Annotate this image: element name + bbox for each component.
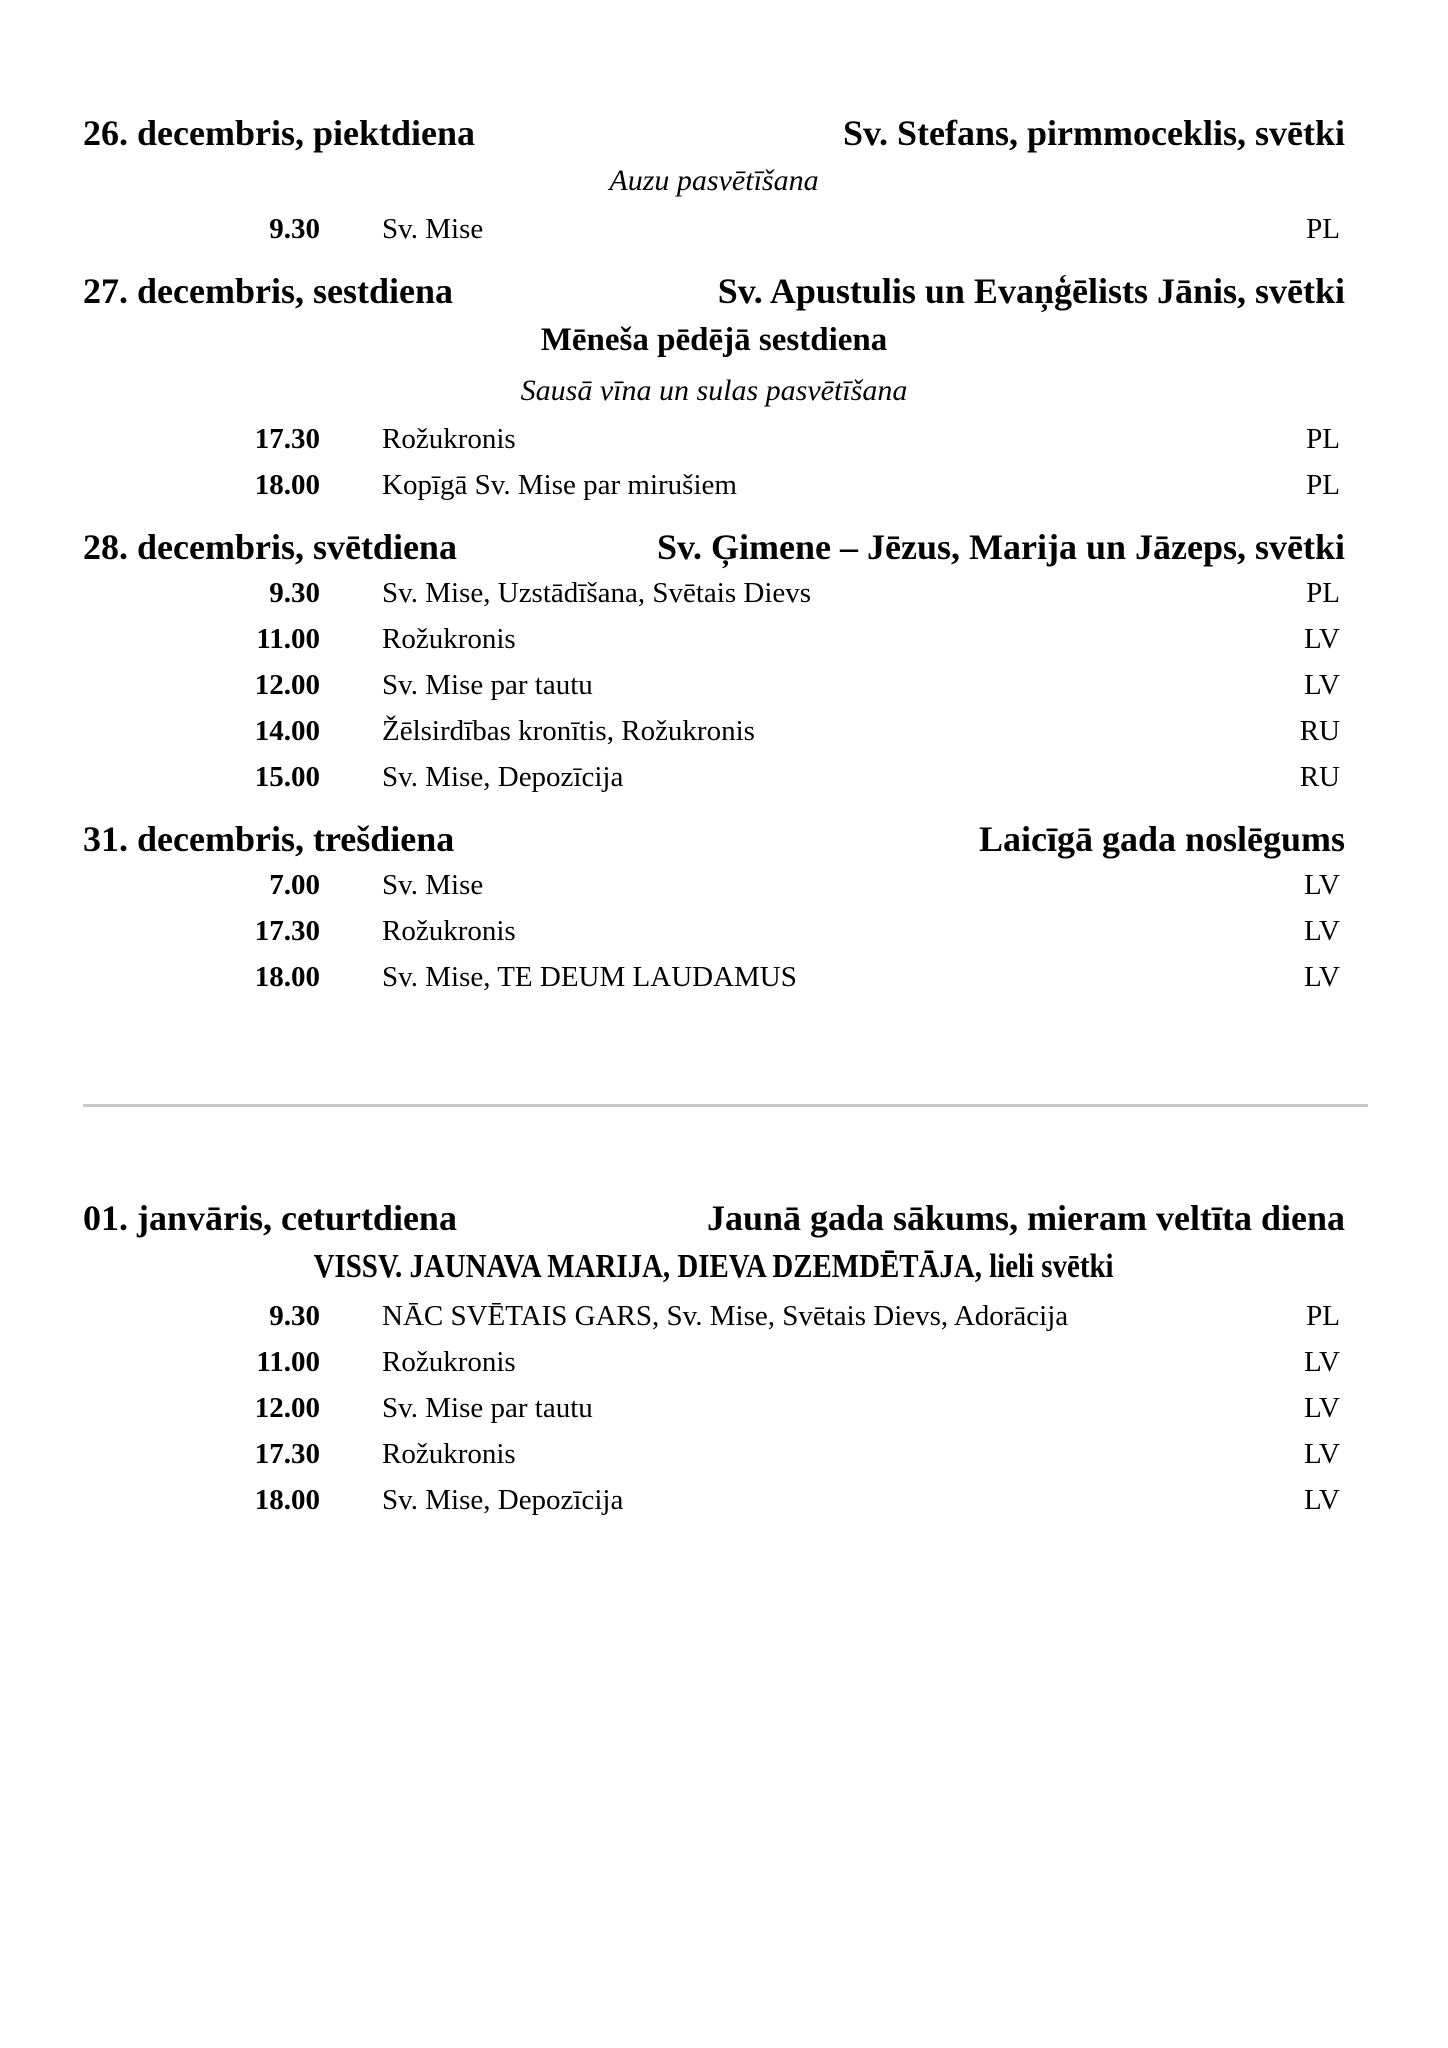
row-time: 11.00: [256, 623, 320, 655]
row-time: 18.00: [254, 1484, 320, 1516]
schedule-row: [83, 570, 1345, 616]
row-description: Žēlsirdības kronītis, Rožukronis: [382, 715, 755, 747]
section-title: Jaunā gada sākums, mieram veltīta diena: [706, 1198, 1345, 1238]
section-date: 28. decembris, svētdiena: [83, 527, 457, 567]
section-note-bold-text: VISSV. JAUNAVA MARIJA, DIEVA DZEMDĒTĀJA, lieli svētki: [314, 1248, 1114, 1285]
row-language-code: LV: [1304, 1484, 1340, 1516]
row-description: Sv. Mise par tautu: [382, 669, 593, 701]
section-note-bold: [83, 1241, 1345, 1293]
row-description: NĀC SVĒTAIS GARS, Sv. Mise, Svētais Dievs, Adorācija: [382, 1300, 1069, 1332]
row-language-code: PL: [1306, 213, 1340, 245]
section-header: [83, 268, 1345, 314]
row-time: 18.00: [254, 469, 320, 501]
section-date: 27. decembris, sestdiena: [83, 271, 453, 311]
schedule-row: [83, 416, 1345, 462]
row-description: Rožukronis: [382, 423, 516, 455]
schedule-row: [83, 1477, 1345, 1523]
section-title: Sv. Apustulis un Evaņģēlists Jānis, svētki: [717, 271, 1345, 311]
section-note-italic: Auzu pasvētīšana: [609, 164, 819, 197]
row-description: Sv. Mise, Depozīcija: [382, 1484, 624, 1516]
row-description: Rožukronis: [382, 1346, 516, 1378]
row-time: 17.30: [254, 423, 320, 455]
section-header: [83, 1195, 1345, 1241]
row-description: Rožukronis: [382, 915, 516, 947]
row-time: 9.30: [269, 213, 320, 245]
section-header: [83, 816, 1345, 862]
row-language-code: RU: [1299, 715, 1340, 747]
row-description: Kopīgā Sv. Mise par mirušiem: [382, 469, 737, 501]
row-time: 17.30: [254, 915, 320, 947]
section-title: Sv. Stefans, pirmmoceklis, svētki: [842, 113, 1345, 153]
row-time: 12.00: [254, 1392, 320, 1424]
row-time: 7.00: [269, 869, 320, 901]
section-title: Laicīgā gada noslēgums: [978, 819, 1345, 859]
row-language-code: LV: [1304, 961, 1340, 993]
section-header: [83, 524, 1345, 570]
section-date: 31. decembris, trešdiena: [83, 819, 455, 859]
row-time: 9.30: [269, 1300, 320, 1332]
row-language-code: LV: [1304, 869, 1340, 901]
schedule-row: [83, 1339, 1345, 1385]
schedule-row: [83, 1431, 1345, 1477]
section-header: [83, 110, 1345, 156]
section-date: 26. decembris, piektdiena: [83, 113, 475, 153]
row-description: Rožukronis: [382, 623, 516, 655]
row-time: 14.00: [254, 715, 320, 747]
row-language-code: RU: [1299, 761, 1340, 793]
row-description: Sv. Mise: [382, 869, 484, 901]
schedule-row: [83, 616, 1345, 662]
row-time: 12.00: [254, 669, 320, 701]
schedule-row: [83, 206, 1345, 252]
row-description: Sv. Mise, TE DEUM LAUDAMUS: [382, 961, 797, 993]
row-description: Sv. Mise: [382, 213, 484, 245]
section-title: Sv. Ģimene – Jēzus, Marija un Jāzeps, svētki: [657, 527, 1345, 567]
row-language-code: LV: [1304, 1438, 1340, 1470]
schedule-row: [83, 1385, 1345, 1431]
row-language-code: LV: [1304, 1346, 1340, 1378]
schedule-section: [83, 524, 1345, 800]
schedule-section: [83, 110, 1345, 252]
schedule-row: [83, 754, 1345, 800]
schedule-row: [83, 954, 1345, 1000]
section-note-italic: Sausā vīna un sulas pasvētīšana: [520, 374, 908, 407]
row-time: 9.30: [269, 577, 320, 609]
row-language-code: PL: [1306, 423, 1340, 455]
section-date: 01. janvāris, ceturtdiena: [83, 1198, 457, 1238]
section-note-bold: Mēneša pēdējā sestdiena: [540, 322, 888, 358]
schedule-row: [83, 708, 1345, 754]
row-language-code: LV: [1304, 1392, 1340, 1424]
schedule-row: [83, 862, 1345, 908]
row-time: 11.00: [256, 1346, 320, 1378]
section-divider: [83, 1104, 1368, 1107]
row-language-code: PL: [1306, 577, 1340, 609]
schedule-section: [83, 816, 1345, 1000]
row-language-code: PL: [1306, 469, 1340, 501]
schedule-row: [83, 662, 1345, 708]
row-language-code: LV: [1304, 915, 1340, 947]
row-time: 17.30: [254, 1438, 320, 1470]
schedule-row: [83, 908, 1345, 954]
row-language-code: LV: [1304, 669, 1340, 701]
row-time: 18.00: [254, 961, 320, 993]
row-language-code: LV: [1304, 623, 1340, 655]
row-description: Rožukronis: [382, 1438, 516, 1470]
row-time: 15.00: [254, 761, 320, 793]
row-description: Sv. Mise, Depozīcija: [382, 761, 624, 793]
schedule-section: [83, 268, 1345, 508]
schedule-section: [83, 1195, 1345, 1523]
schedule-row: [83, 1293, 1345, 1339]
row-description: Sv. Mise, Uzstādīšana, Svētais Dievs: [382, 577, 812, 609]
row-description: Sv. Mise par tautu: [382, 1392, 593, 1424]
schedule-row: [83, 462, 1345, 508]
row-language-code: PL: [1306, 1300, 1340, 1332]
